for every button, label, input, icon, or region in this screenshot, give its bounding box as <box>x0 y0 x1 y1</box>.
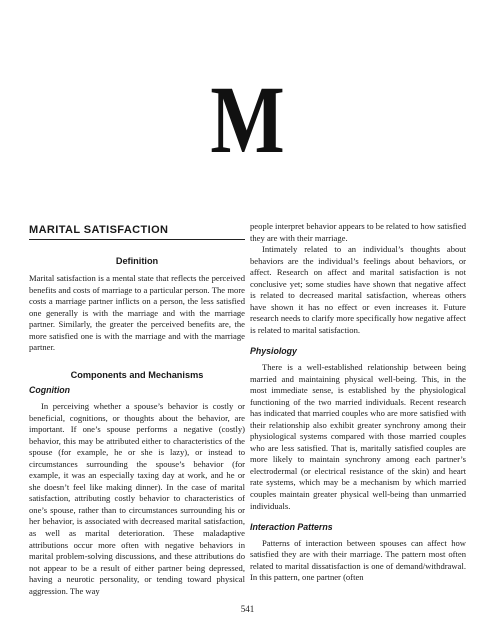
chapter-letter: M <box>210 66 285 173</box>
physiology-heading: Physiology <box>250 346 297 357</box>
entry-title: MARITAL SATISFACTION <box>29 225 245 240</box>
right-column <box>250 221 466 584</box>
cognition-paragraph: In perceiving whether a spouse’s behavior is costly or beneficial, cognitions, or thoughts about the behavior, are important. If one’s spouse performs a negative (costly) behavior, this may be attributed either to characteristics of the spouse (for example, he or she is lazy), or instead to circumstances surrounding the spouse’s behavior (for example, it was an especially taxing day at work, and he or she doesn’t feel like making dinner). In the case of marital satisfaction, attributing costly behavior to characteristics of one’s spouse, rather than to circumstances surrounding his or her behavior, is associated with decreased marital satisfaction, as well as marital deterioration. These maladaptive attributions occur more often with negative behaviors in marital problem-solving discussions, and these attributions do not appear to be a result of either partner being depressed, having a neurotic personality, or tending toward physical aggression. The way <box>29 401 245 596</box>
interaction-patterns-heading: Interaction Patterns <box>250 522 333 533</box>
page-number: 541 <box>240 604 255 614</box>
definition-paragraph: Marital satisfaction is a mental state that reflects the perceived benefits and costs of marriage to a particular person. The more costs a marriage partner inflicts on a person, the less satisfied one generally is with the marriage and with the marriage partner. Similarly, the greater the perceived benefits are, the more satisfied one is with the marriage and with the marriage partner. <box>29 273 245 353</box>
physiology-paragraph: There is a well-established relationship between being married and maintaining physical well-being. This, in the most immediate sense, is established by the physiological functioning of the two married individuals. Recent research has indicated that married couples who are more satisfied with their relationship also exhibit greater synchrony among their physiological systems compared with those married couples who are less satisfied. That is, maritally satisfied couples are more likely to maintain synchrony among each partner’s electrodermal (or electrical resistance of the skin) and heart rate systems, which may be a mechanism by which married couples maintain greater physical well-being than unmarried individuals. <box>250 362 466 511</box>
cognition-heading: Cognition <box>29 385 71 396</box>
left-column <box>29 225 245 597</box>
definition-heading: Definition <box>115 255 159 266</box>
interaction-paragraph: Patterns of interaction between spouses can affect how satisfied they are with their marriage. The pattern most often related to marital dissatisfaction is one of demand/withdrawal. In this pattern, one partner (often <box>250 537 466 583</box>
affect-paragraph: Intimately related to an individual’s thoughts about behaviors are the individual’s feelings about behaviors, or affect. Research on affect and marital satisfaction is not conclusive yet; some studies have shown that negative affect is related to decreased marital satisfaction, whereas others have shown it has no effect or even increases it. Future research needs to clarify more specifically how negative affect is related to marital satisfaction. <box>250 244 466 335</box>
components-heading: Components and Mechanisms <box>70 369 204 380</box>
cognition-paragraph-continued: people interpret behavior appears to be related to how satisfied they are with their marriage. <box>250 221 466 243</box>
